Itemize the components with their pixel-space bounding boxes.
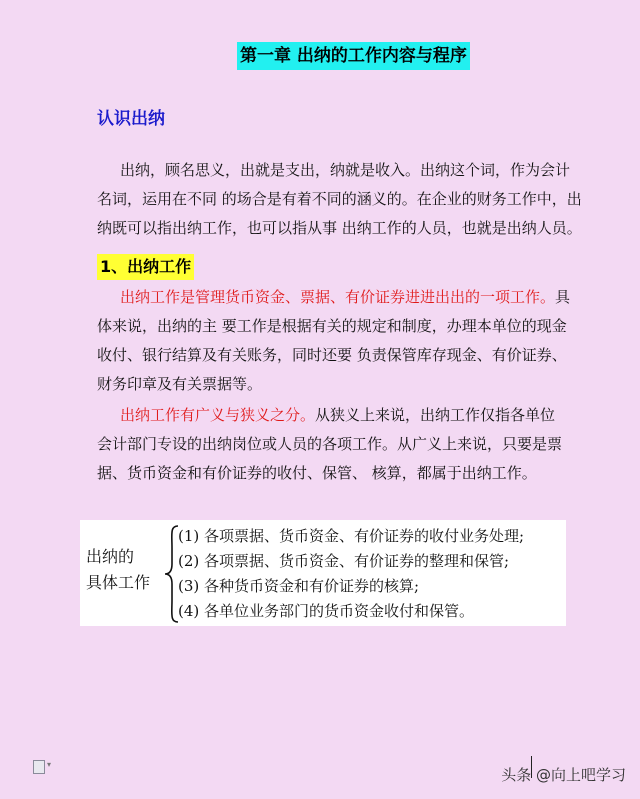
paragraph-three [97,401,563,488]
duty-list [178,524,524,624]
duty-item: (3) 各种货币资金和有价证券的核算; [178,577,420,595]
paragraph-three-line-2: 会计部门专设的出纳岗位或人员的各项工作。从广义上来说，只要是票 [97,435,563,453]
duty-item: (2) 各项票据、货币资金、有价证券的整理和保管; [178,552,510,570]
paragraph-two-line-4: 财务印章及有关票据等。 [97,375,263,393]
chevron-down-icon[interactable]: ▾ [47,760,52,769]
paragraph-two-line-3: 收付、银行结算及有关账务，同时还要 负责保管库存现金、有价证券、 [97,346,567,364]
intro-line-2: 名词，运用在不同 的场合是有着不同的涵义的。在企业的财务工作中，出 [97,190,582,208]
paragraph-two-lead-rest: 具 [555,288,571,306]
paragraph-two-emphasis: 出纳工作是管理货币资金、票据、有价证券进进出出的一项工作。 [120,288,556,306]
duty-label [86,544,160,596]
paragraph-two-line-1 [97,283,571,312]
paragraph-two-line-2: 体来说，出纳的主 要工作是根据有关的规定和制度，办理本单位的现金 [97,317,567,335]
paragraph-three-line-3: 据、货币资金和有价证券的收付、保管、 核算，都属于出纳工作。 [97,464,537,482]
watermark: 头条 @向上吧学习 [501,766,626,784]
paragraph-three-emphasis: 出纳工作有广义与狭义之分。 [120,406,316,424]
duty-diagram [80,520,566,626]
paragraph-two [97,283,571,399]
duty-item: (4) 各单位业务部门的货币资金收付和保管。 [178,602,475,620]
intro-paragraph [97,156,582,243]
intro-line-3: 纳既可以指出纳工作，也可以指从事 出纳工作的人员，也就是出纳人员。 [97,219,582,237]
paragraph-three-lead-rest: 从狭义上来说，出纳工作仅指各单位 [315,406,556,424]
duty-item: (1) 各项票据、货币资金、有价证券的收付业务处理; [178,527,525,545]
intro-line-1: 出纳，顾名思义，出就是支出，纳就是收入。出纳这个词，作为会计 [120,161,571,179]
chapter-title: 第一章 出纳的工作内容与程序 [237,42,470,70]
sub-heading: 1、出纳工作 [97,254,194,280]
duty-label-line-1: 出纳的 [86,547,135,566]
document-icon[interactable] [33,760,45,774]
duty-label-line-2: 具体工作 [86,573,151,592]
section-heading: 认识出纳 [97,109,165,129]
paragraph-three-line-1 [97,401,557,430]
